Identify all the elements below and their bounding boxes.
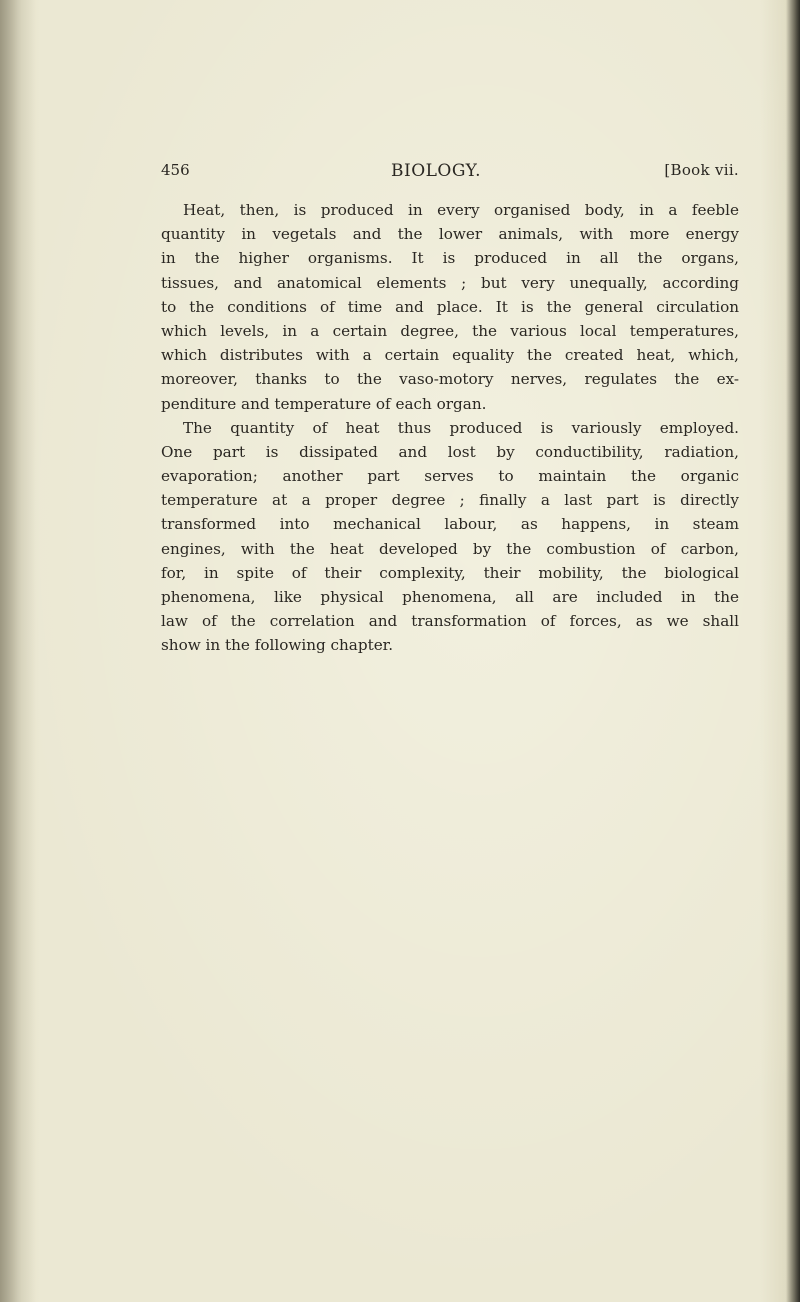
text-line: show in the following chapter. — [161, 636, 394, 655]
paragraph — [161, 198, 739, 416]
text-line: engines, with the heat developed by the combustion of carbon, — [161, 539, 739, 558]
page-number: 456 — [161, 161, 190, 179]
text-line: which levels, in a certain degree, the various local temperatures, — [161, 321, 739, 340]
running-header — [161, 161, 739, 187]
paragraph — [161, 416, 739, 658]
text-line: in the higher organisms. It is produced in all the organs, — [161, 249, 739, 268]
page-edge-shadow-right — [786, 0, 800, 1302]
text-line: One part is dissipated and lost by conductibility, radiation, — [161, 442, 739, 461]
body-text — [161, 198, 739, 658]
text-line: Heat, then, is produced in every organised body, in a feeble — [183, 201, 739, 219]
text-line: quantity in vegetals and the lower animals, with more energy — [161, 225, 739, 244]
text-line: phenomena, like physical phenomena, all are included in the — [161, 588, 739, 606]
running-title: BIOLOGY. — [391, 161, 482, 181]
text-line: law of the correlation and transformation of forces, as we shall — [161, 612, 739, 631]
text-line: The quantity of heat thus produced is variously employed. — [183, 418, 739, 437]
text-line: evaporation; another part serves to maintain the organic — [161, 467, 739, 486]
text-line: temperature at a proper degree ; finally a last part is directly — [161, 491, 739, 510]
text-line: to the conditions of time and place. It is the general circulation — [161, 297, 739, 316]
page-binding-shadow-left — [0, 0, 36, 1302]
text-line: transformed into mechanical labour, as happens, in steam — [161, 515, 739, 534]
book-reference: [Book vii. — [664, 161, 739, 179]
text-line: moreover, thanks to the vaso-motory nerves, regulates the ex- — [161, 370, 739, 389]
text-line: tissues, and anatomical elements ; but very unequally, according — [161, 273, 739, 292]
text-line: which distributes with a certain equality the created heat, which, — [161, 346, 739, 365]
text-line: for, in spite of their complexity, their mobility, the biological — [161, 563, 739, 582]
text-line: penditure and temperature of each organ. — [161, 394, 487, 413]
